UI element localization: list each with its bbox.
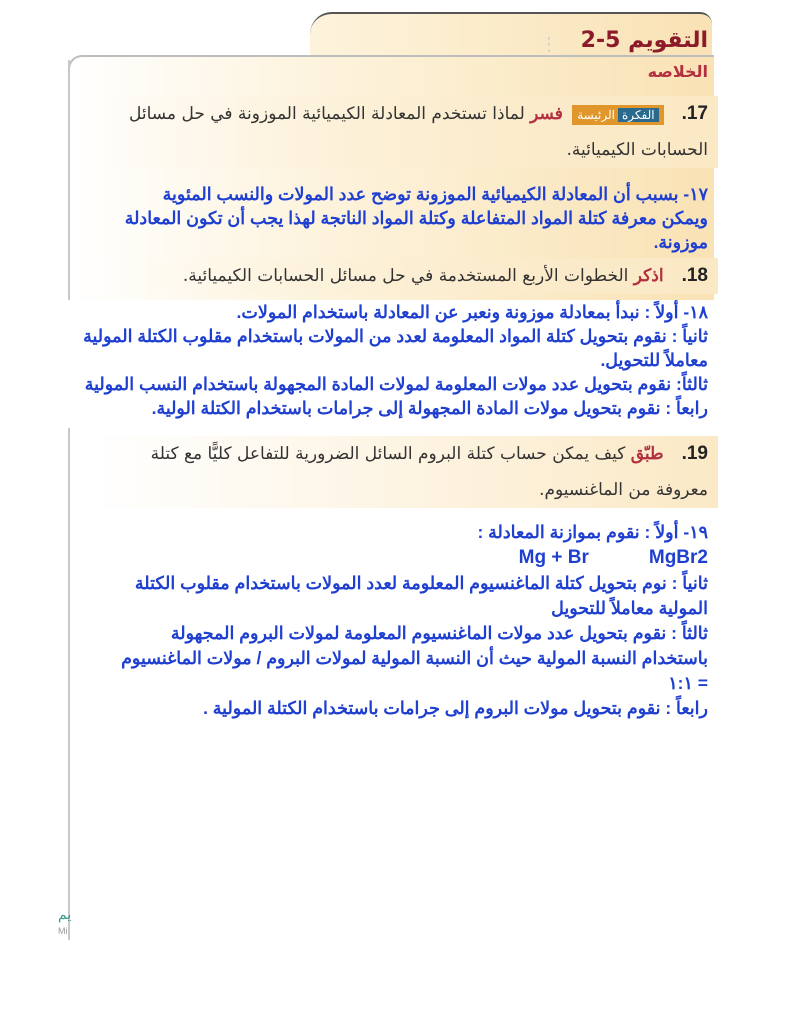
question-verb: اذكر — [633, 266, 664, 285]
questions-column — [83, 96, 718, 721]
equation-product: MgBr2 — [648, 547, 708, 568]
question-text: الخطوات الأربع المستخدمة في حل مسائل الحسابات الكيميائية. — [182, 266, 629, 286]
answer-19 — [92, 520, 718, 721]
publisher-logo: يم — [58, 906, 72, 922]
question-18 — [92, 258, 718, 294]
answer-line: رابعاً : نقوم بتحويل مولات البروم إلى جرامات باستخدام الكتلة المولية . — [203, 698, 708, 718]
answer-line: ثانياً : نوم بتحويل كتلة الماغنسيوم المعلومة لعدد المولات باستخدام مقلوب الكتلة المولية معاملاً للتحويل — [134, 573, 708, 618]
section-subtitle: الخلاصه — [647, 62, 708, 81]
separator-dots: ⋮ — [540, 34, 558, 55]
badge-part-b: الرئيسة — [577, 108, 615, 122]
question-text: كيف يمكن حساب كتلة البروم السائل الضرورية للتفاعل كليًّا مع كتلة معروفة من الماغنسيوم. — [150, 444, 708, 500]
answer-line: ثالثاً: نقوم بتحويل عدد مولات المعلومة لمولات المادة المجهولة باستخدام النسب المولية — [84, 374, 708, 394]
badge-part-a: الفكرة — [618, 108, 659, 122]
answer-17: ١٧- بسبب أن المعادلة الكيميائية الموزونة توضح عدد المولات والنسب المئوية ويمكن معرفة كتلة المواد المتفاعلة وكتلة المواد الناتجة لهذا يجب أن تكون المعادلة موزونة. — [124, 184, 708, 252]
footer-text: Mi — [58, 926, 68, 936]
answer-line: ١٩- أولاً : نقوم بموازنة المعادلة : — [477, 522, 708, 542]
answer-line: ١٨- أولاً : نبدأ بمعادلة موزونة ونعبر عن المعادلة باستخدام المولات. — [236, 302, 708, 322]
question-verb: فسر — [530, 104, 563, 123]
question-number: 17. — [681, 103, 708, 124]
title-word: التقويم — [628, 28, 708, 53]
answer-18 — [62, 300, 718, 428]
main-idea-badge — [572, 105, 663, 125]
question-19 — [92, 436, 718, 508]
question-verb: طبّق — [630, 444, 664, 463]
section-title — [581, 28, 708, 53]
question-17 — [78, 96, 718, 168]
question-text: لماذا تستخدم المعادلة الكيميائية الموزونة في حل مسائل الحسابات الكيميائية. — [128, 104, 708, 160]
answer-line: رابعاً : نقوم بتحويل مولات المادة المجهولة إلى جرامات باستخدام الكتلة الولية. — [151, 398, 708, 418]
question-number: 19. — [681, 443, 708, 464]
question-number: 18. — [681, 265, 708, 286]
chemical-equation — [112, 545, 708, 571]
section-number: 5-2 — [580, 28, 621, 53]
answer-line: ثالثاً : نقوم بتحويل عدد مولات الماغنسيوم المعلومة لمولات البروم المجهولة باستخدام النسبة المولية حيث أن النسبة المولية لمولات البروم / مولات الماغنسيوم = ١:١ — [121, 623, 708, 693]
equation-reactants: Mg + Br — [518, 547, 589, 568]
answer-line: ثانياً : نقوم بتحويل كتلة المواد المعلومة لعدد من المولات باستخدام مقلوب الكتلة المولية معاملاً للتحويل. — [83, 326, 708, 370]
page-margin-line — [68, 60, 70, 940]
